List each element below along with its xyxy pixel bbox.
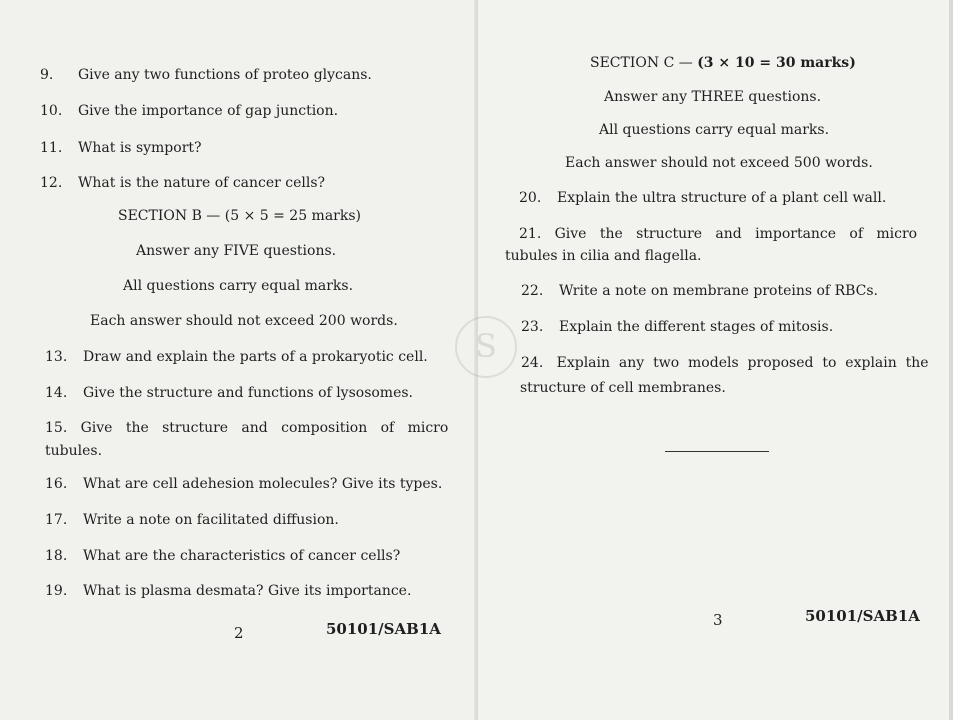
question-15-line1: 15. Give the structure and composition of micro: [45, 420, 449, 436]
paper-code: 50101/SAB1A: [326, 620, 441, 638]
question-11: 11. What is symport?: [40, 140, 202, 156]
question-23: 23. Explain the different stages of mitosis.: [521, 319, 834, 335]
question-13: 13. Draw and explain the parts of a prokaryotic cell.: [45, 349, 428, 365]
section-b-instruction: All questions carry equal marks.: [123, 278, 354, 294]
question-9: 9. Give any two functions of proteo glycans.: [40, 67, 372, 83]
question-14: 14. Give the structure and functions of lysosomes.: [45, 385, 413, 401]
page-edge: [949, 0, 953, 720]
section-b-title: SECTION B — (5 × 5 = 25 marks): [118, 208, 362, 224]
section-b-instruction: Each answer should not exceed 200 words.: [90, 313, 398, 329]
section-b-instruction: Answer any FIVE questions.: [136, 243, 337, 259]
paper-code: 50101/SAB1A: [805, 607, 920, 625]
page-number: 3: [713, 611, 723, 629]
section-c-instruction: All questions carry equal marks.: [599, 122, 830, 138]
question-20: 20. Explain the ultra structure of a plant cell wall.: [519, 190, 887, 206]
question-18: 18. What are the characteristics of cancer cells?: [45, 548, 401, 564]
question-15-line2: tubules.: [45, 443, 103, 459]
end-divider: [665, 451, 769, 452]
question-16: 16. What are cell adehesion molecules? Give its types.: [45, 476, 443, 492]
section-c-instruction: Answer any THREE questions.: [604, 89, 822, 105]
question-19: 19. What is plasma desmata? Give its importance.: [45, 583, 412, 599]
left-page: [0, 0, 476, 720]
watermark-seal-icon: [455, 316, 517, 378]
section-c-instruction: Each answer should not exceed 500 words.: [565, 155, 873, 171]
question-22: 22. Write a note on membrane proteins of RBCs.: [521, 283, 878, 299]
question-10: 10. Give the importance of gap junction.: [40, 103, 339, 119]
question-21-line2: tubules in cilia and flagella.: [505, 248, 702, 264]
question-17: 17. Write a note on facilitated diffusion.: [45, 512, 339, 528]
question-12: 12. What is the nature of cancer cells?: [40, 175, 326, 191]
question-24-line2: structure of cell membranes.: [520, 380, 726, 396]
question-24-line1: 24. Explain any two models proposed to explain the: [521, 355, 929, 371]
page-number: 2: [234, 624, 244, 642]
question-21-line1: 21. Give the structure and importance of micro: [519, 226, 918, 242]
section-c-title: SECTION C — (3 × 10 = 30 marks): [590, 55, 856, 71]
